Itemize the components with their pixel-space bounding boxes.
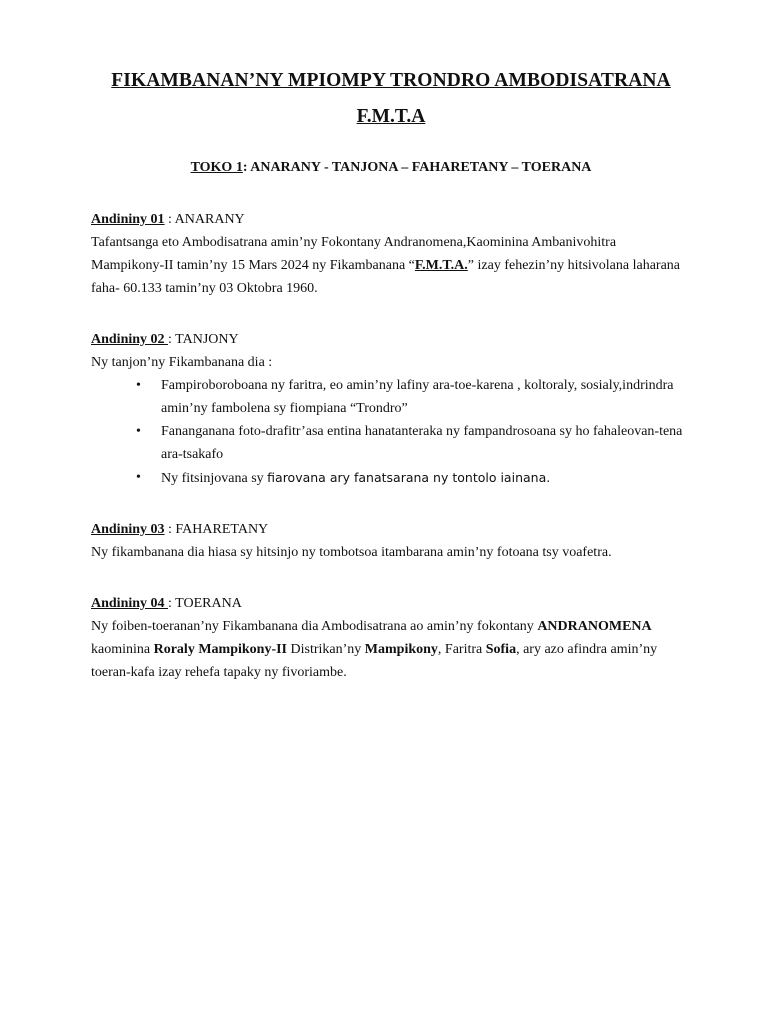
article-body-text: ” izay fehezin’ny hitsivolana laharana faha- 60.133 tamin’ny 03 Oktobra 1960. [91,258,681,296]
article-title: : FAHARETANY [164,522,269,537]
list-item-text: Fampiroboroboana ny faritra, eo amin’ny lafiny ara-toe-karena , koltoraly, sosialy,indrindra amin’ny fambolena sy fiompiana “Trondro” [161,378,674,416]
bullet-icon: • [136,378,141,393]
bullet-icon: • [136,424,141,439]
association-acronym: F.M.T.A. [414,258,468,273]
article-number: Andininy 01 [91,212,165,227]
article-title: : ANARANY [164,212,245,227]
article-body-text: , ary azo afindra amin’ny toeran-kafa izay rehefa tapaky ny fivoriambe. [91,642,658,680]
article-title: : TOERANA [168,596,242,611]
list-item-text: Fananganana foto-drafitr’asa entina hanatanteraka ny fampandrosoana sy ho fahaleovan-tena ara-tsakafo [161,424,683,462]
article-number: Andininy 02 [91,332,169,347]
article-body-text: Ny foiben-toeranan’ny Fikambanana dia Ambodisatrana ao amin’ny fokontany [91,619,538,634]
article-heading [91,518,691,541]
chapter-label: TOKO 1 [190,160,243,175]
article-body-text: kaominina [91,642,154,657]
document-title: FIKAMBANAN’NY MPIOMPY TRONDRO AMBODISATRANA [111,70,671,91]
article-body-text: Tafantsanga eto Ambodisatrana amin’ny Fokontany Andranomena,Kaominina Ambanivohitra Mampikony-II tamin’ny 15 Mars 2024 ny Fikambanana “ [91,235,617,273]
article-body-text: , Faritra [437,642,486,657]
article-heading [91,208,691,231]
article-title: : TANJONY [168,332,239,347]
fokontany-name: ANDRANOMENA [537,619,652,634]
list-item [91,466,691,490]
document-page [91,68,691,684]
article-heading [91,592,691,615]
distrika-name: Mampikony [364,642,438,657]
chapter-heading [91,158,691,178]
article-body [91,231,691,300]
article-01 [91,208,691,300]
list-item-text: Ny fitsinjovana sy [161,471,268,486]
kaominina-name: Roraly Mampikony-II [153,642,288,657]
article-02 [91,328,691,490]
article-body: Ny fikambanana dia hiasa sy hitsinjo ny tombotsoa itambarana amin’ny fotoana tsy voafetra. [91,545,612,560]
document-acronym: F.M.T.A [356,106,426,127]
article-04 [91,592,691,684]
list-item [91,374,691,420]
list-item [91,420,691,466]
article-number: Andininy 04 [91,596,169,611]
article-body [91,615,691,684]
faritra-name: Sofia [485,642,517,657]
article-heading [91,328,691,351]
article-03 [91,518,691,564]
objectives-list [91,374,691,490]
list-item-text: fiarovana ary fanatsarana ny tontolo iainana. [267,470,551,485]
article-body-text: Distrikan’ny [287,642,365,657]
objectives-intro: Ny tanjon’ny Fikambanana dia : [91,355,273,370]
bullet-icon: • [136,470,141,485]
article-number: Andininy 03 [91,522,165,537]
chapter-title: : ANARANY - TANJONA – FAHARETANY – TOERANA [242,160,592,175]
